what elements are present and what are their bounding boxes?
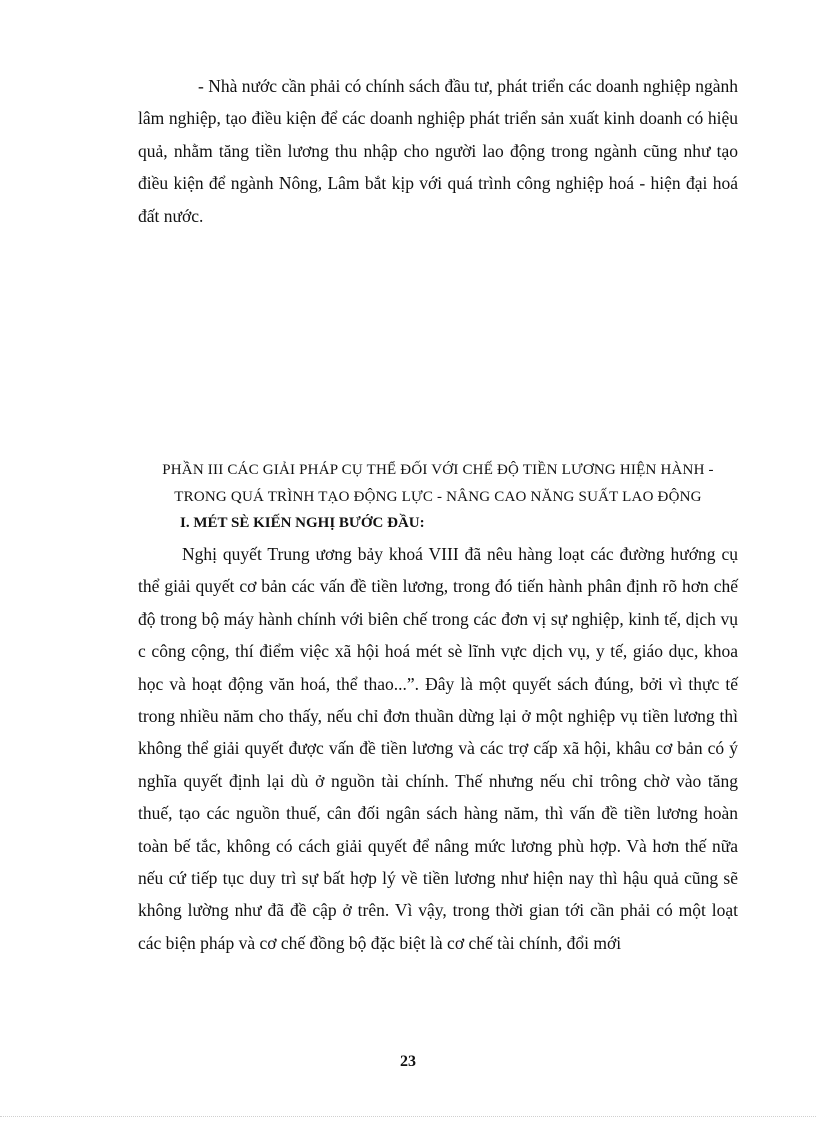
paragraph-resolution: Nghị quyết Trung ương bảy khoá VIII đã nêu hàng loạt các đường hướng cụ thể giải quyết cơ bản các vấn đề tiền lương, trong đó tiến hành phân định rõ hơn chế độ trong bộ máy hành chính với biên chế trong các đơn vị sự nghiệp, kinh tế, dịch vụ c công cộng, thí điểm việc xã hội hoá mét sè lĩnh vực dịch vụ, y tế, giáo dục, khoa học và hoạt động văn hoá, thể thao...”. Đây là một quyết sách đúng, bởi vì thực tế trong nhiều năm cho thấy, nếu chỉ đơn thuần dừng lại ở một nghiệp vụ tiền lương thì không thể giải quyết được vấn đề tiền lương và các trợ cấp xã hội, khâu cơ bản có ý nghĩa quyết định lại dù ở nguồn tài chính. Thế nhưng nếu chỉ trông chờ vào tăng thuế, tạo các nguồn thuế, cân đối ngân sách hàng năm, thì vấn đề tiền lương hoàn toàn bế tắc, không có cách giải quyết để nâng mức lương phù hợp. Và hơn thế nữa nếu cứ tiếp tục duy trì sự bất hợp lý về tiền lương như hiện nay thì hậu quả cũng sẽ không lường như đã đề cập ở trên. Vì vậy, trong thời gian tới cần phải có một loạt các biện pháp và cơ chế đồng bộ đặc biệt là cơ chế tài chính, đổi mới bbox=[138, 544, 738, 953]
section-heading-line-1: PHẦN III CÁC GIẢI PHÁP CỤ THỂ ĐỐI VỚI CHẾ ĐỘ TIỀN LƯƠNG HIỆN HÀNH - bbox=[162, 462, 714, 478]
section-heading-line-2: TRONG QUÁ TRÌNH TẠO ĐỘNG LỰC - NÂNG CAO NĂNG SUẤT LAO ĐỘNG bbox=[174, 489, 702, 505]
paragraph-investment-policy: - Nhà nước cần phải có chính sách đầu tư, phát triển các doanh nghiệp ngành lâm nghiệp, tạo điều kiện để các doanh nghiệp phát triển sản xuất kinh doanh có hiệu quả, nhằm tăng tiền lương thu nhập cho người lao động trong ngành cũng như tạo điều kiện để ngành Nông, Lâm bắt kịp với quá trình công nghiệp hoá - hiện đại hoá đất nước. bbox=[138, 76, 738, 226]
section-heading bbox=[120, 457, 756, 511]
footer-divider bbox=[0, 1116, 816, 1117]
subsection-heading: I. MÉT SÈ KIẾN NGHỊ BƯỚC ĐẦU: bbox=[180, 515, 425, 531]
page-number: 23 bbox=[400, 1053, 416, 1070]
